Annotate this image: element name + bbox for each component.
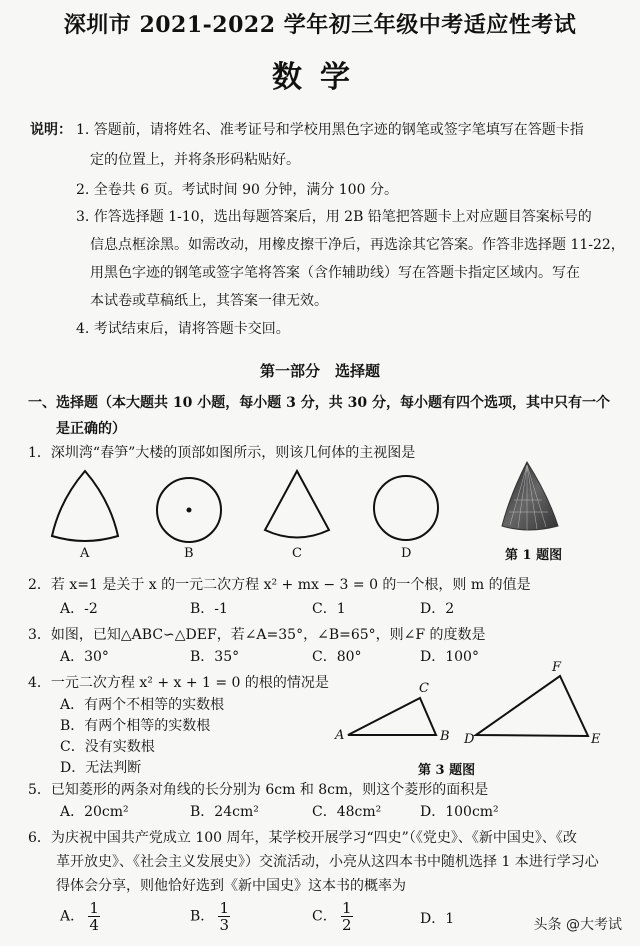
point-c-label: C [419, 681, 429, 696]
question-6-stem: 6．为庆祝中国共产党成立 100 周年，某学校开展学习“四史”（《党史》、《新中国史》、《改 [28, 830, 577, 846]
instruction-line: 本试卷或草稿纸上，其答案一律无效。 [90, 293, 328, 309]
q3-option-d: D．100° [420, 649, 479, 665]
instruction-line: 3. 作答选择题 1-10，选出每题答案后，用 2B 铅笔把答题卡上对应题目答案标号的 [76, 209, 592, 225]
q1-caption: 第 1 题图 [505, 548, 563, 563]
fraction-denominator: 3 [219, 916, 230, 934]
q3-caption: 第 3 题图 [418, 763, 476, 778]
question-6-stem-cont: 得体会分享，则他恰好选到《新中国史》这本书的概率为 [56, 878, 406, 894]
fraction-numerator: 1 [219, 899, 230, 917]
instructions-label: 说明： [30, 122, 72, 138]
point-a-label: A [335, 728, 345, 743]
q6-option-c [312, 900, 353, 933]
q3-option-b: B．35° [190, 649, 240, 665]
q2-option-b: B．-1 [190, 601, 228, 617]
q6-option-d [420, 908, 454, 928]
question-1-stem: 1．深圳湾“春笋”大楼的顶部如图所示，则该几何体的主视图是 [28, 445, 416, 461]
fraction-denominator: 4 [89, 916, 99, 934]
subject-title: 数学 [272, 60, 368, 95]
q3-option-c: C．80° [312, 649, 362, 665]
part-heading: 第一部分 选择题 [259, 362, 380, 380]
q1-label-c: C [292, 546, 302, 561]
question-5-stem: 5．已知菱形的两条对角线的长分别为 6cm 和 8cm，则这个菱形的面积是 [28, 782, 489, 798]
instruction-line: 4. 考试结束后，请将答题卡交回。 [76, 321, 290, 337]
q6-option-a [60, 900, 100, 933]
fraction-denominator: 2 [341, 916, 352, 934]
point-b-label: B [440, 729, 450, 744]
instruction-line: 2. 全卷共 6 页。考试时间 90 分钟，满分 100 分。 [76, 182, 398, 198]
q2-option-d: D．2 [420, 601, 455, 617]
q4-option-d: D．无法判断 [60, 760, 142, 776]
question-2-stem: 2．若 x=1 是关于 x 的一元二次方程 x² + mx − 3 = 0 的一个根，则 m 的值是 [28, 577, 531, 593]
q6-option-b-letter: B． [190, 908, 215, 925]
q1-label-a: A [80, 546, 90, 561]
q6-option-a-fraction [88, 900, 100, 933]
q5-option-a: A．20cm² [60, 804, 129, 820]
section-heading: 一、选择题（本大题共 10 小题，每小题 3 分，共 30 分，每小题有四个选项，其中只有一个 [28, 395, 610, 411]
q6-option-b-fraction [218, 900, 230, 933]
question-3-stem: 3．如图，已知△ABC∽△DEF，若∠A=35°，∠B=65°，则∠F 的度数是 [28, 627, 486, 643]
exam-title: 深圳市 2021-2022 学年初三年级中考适应性考试 [63, 12, 577, 38]
q5-option-c: C．48cm² [312, 804, 382, 820]
question-4-stem: 4．一元二次方程 x² + x + 1 = 0 的根的情况是 [28, 675, 329, 691]
q3-option-a: A．30° [60, 649, 109, 665]
q4-option-c: C．没有实数根 [60, 739, 155, 755]
instruction-line: 用黑色字迹的钢笔或签字笔将答案（含作辅助线）写在答题卡指定区域内。写在 [90, 265, 580, 281]
q5-option-d: D．100cm² [420, 804, 499, 820]
q2-option-c: C．1 [312, 601, 346, 617]
q6-option-a-letter: A． [60, 908, 85, 925]
q6-option-c-letter: C． [312, 908, 337, 925]
q2-option-a: A．-2 [60, 601, 98, 617]
q4-option-b: B．有两个相等的实数根 [60, 718, 211, 734]
watermark: 头条 @大考试 [533, 917, 622, 933]
instruction-line: 定的位置上，并将条形码粘贴好。 [90, 152, 300, 168]
point-e-label: E [591, 732, 601, 747]
q5-option-b: B．24cm² [190, 804, 259, 820]
q6-option-d-value: 1 [445, 911, 455, 927]
q1-label-b: B [184, 546, 194, 561]
triangle-def [476, 676, 588, 736]
point-f-label: F [552, 660, 562, 675]
fraction-numerator: 1 [341, 899, 352, 917]
q4-option-a: A．有两个不相等的实数根 [60, 697, 225, 713]
section-heading-cont: 是正确的） [56, 421, 126, 437]
q6-option-c-fraction [341, 900, 353, 933]
q1-label-d: D [401, 546, 412, 561]
question-6-stem-cont: 革开放史》、《社会主义发展史》）交流活动，小亮从这四本书中随机选择 1 本进行学习心 [56, 854, 599, 870]
q6-option-b [190, 900, 230, 933]
instruction-line: 1. 答题前，请将姓名、准考证号和学校用黑色字迹的钢笔或签字笔填写在答题卡指 [76, 122, 584, 138]
triangle-abc [348, 698, 436, 735]
fraction-numerator: 1 [89, 899, 99, 917]
point-d-label: D [464, 732, 475, 747]
q6-option-d-letter: D． [420, 911, 446, 927]
instruction-line: 信息点框涂黑。如需改动，用橡皮擦干净后，再选涂其它答案。作答非选择题 11-22， [90, 237, 625, 253]
